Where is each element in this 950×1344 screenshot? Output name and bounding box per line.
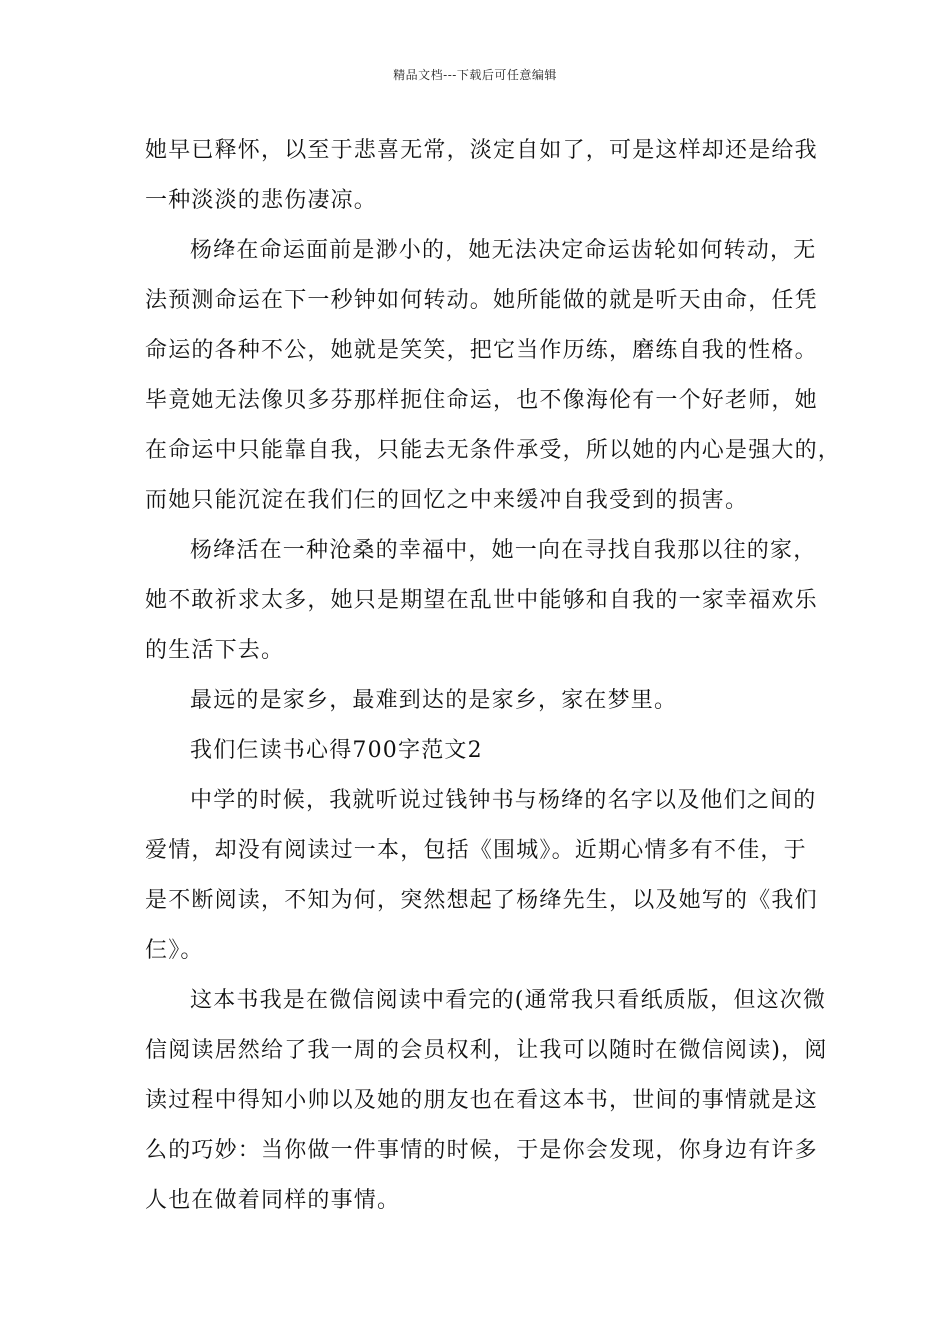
- text-line: 读过程中得知小帅以及她的朋友也在看这本书，世间的事情就是这: [145, 1088, 818, 1113]
- page-header: 精品文档---下载后可任意编辑: [393, 68, 557, 82]
- text-line: 人也在做着同样的事情。: [145, 1188, 401, 1213]
- text-line: 么的巧妙：当你做一件事情的时候，于是你会发现，你身边有许多: [145, 1138, 818, 1163]
- text-line: 的生活下去。: [145, 638, 285, 663]
- section-title: 我们仨读书心得700字范文2: [190, 738, 483, 763]
- text-line: 最远的是家乡，最难到达的是家乡，家在梦里。: [190, 688, 678, 713]
- text-line: 毕竟她无法像贝多芬那样扼住命运，也不像海伦有一个好老师，她: [145, 388, 818, 413]
- text-line: 爱情，却没有阅读过一本，包括《围城》。近期心情多有不佳，于: [145, 838, 807, 863]
- text-line: 杨绛活在一种沧桑的幸福中，她一向在寻找自我那以往的家，: [190, 538, 817, 563]
- text-line: 杨绛在命运面前是渺小的，她无法决定命运齿轮如何转动，无: [190, 238, 817, 263]
- text-line: 法预测命运在下一秒钟如何转动。她所能做的就是听天由命，任凭: [145, 288, 818, 313]
- text-line: 她不敢祈求太多，她只是期望在乱世中能够和自我的一家幸福欢乐: [145, 588, 818, 613]
- text-line: 仨》。: [145, 938, 204, 963]
- text-line: 中学的时候，我就听说过钱钟书与杨绛的名字以及他们之间的: [190, 788, 817, 813]
- text-line: 命运的各种不公，她就是笑笑，把它当作历练，磨练自我的性格。: [145, 338, 818, 363]
- text-line: 在命运中只能靠自我，只能去无条件承受，所以她的内心是强大的，: [145, 438, 842, 463]
- text-line: 这本书我是在微信阅读中看完的(通常我只看纸质版，但这次微: [190, 988, 827, 1013]
- text-line: 是不断阅读，不知为何，突然想起了杨绛先生，以及她写的《我们: [145, 888, 818, 913]
- text-line: 而她只能沉淀在我们仨的回忆之中来缓冲自我受到的损害。: [145, 488, 749, 513]
- text-line: 一种淡淡的悲伤凄凉。: [145, 188, 378, 213]
- text-line: 信阅读居然给了我一周的会员权利，让我可以随时在微信阅读)，阅: [145, 1038, 828, 1063]
- text-line: 她早已释怀，以至于悲喜无常，淡定自如了，可是这样却还是给我: [145, 138, 818, 163]
